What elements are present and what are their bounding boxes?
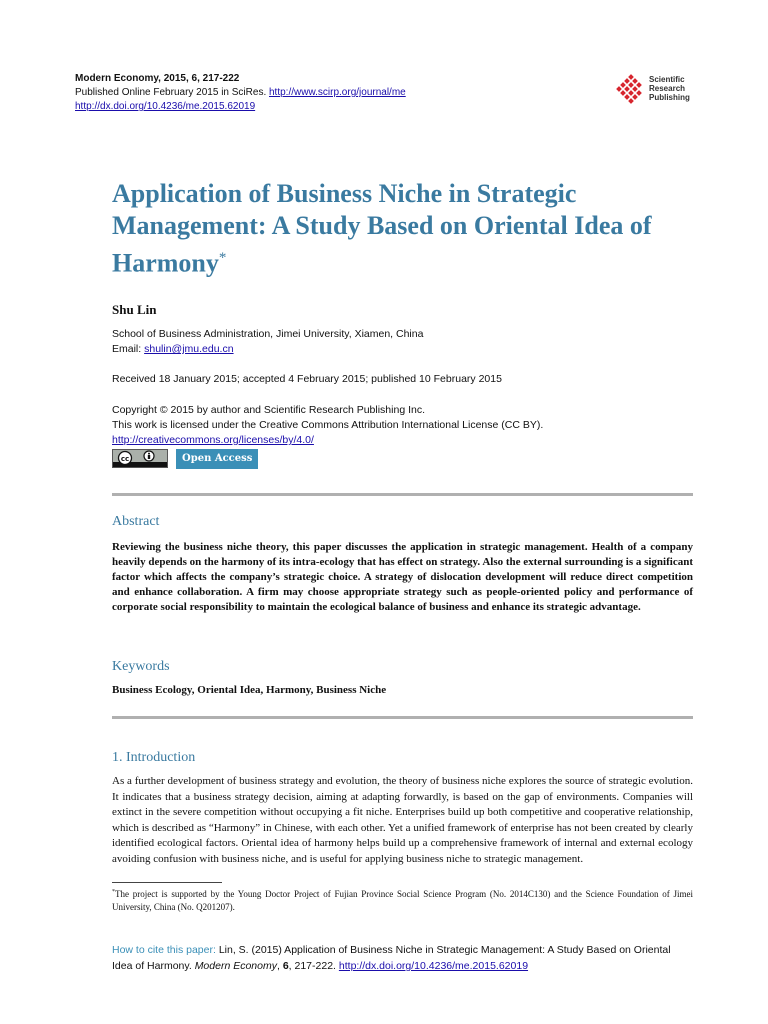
abstract-heading: Abstract: [112, 514, 160, 529]
email-label: Email:: [112, 343, 142, 355]
publisher-name-line: Research: [649, 84, 686, 93]
publication-line: [75, 86, 406, 100]
citation-text: Lin, S. (2015) Application of Business Niche in Strategic Management: A Study Based on Oriental Idea of Harmony.: [112, 944, 671, 972]
keywords-text: Business Ecology, Oriental Idea, Harmony, Business Niche: [112, 684, 387, 696]
license-statement: This work is licensed under the Creative Commons Attribution International License (CC BY).: [112, 419, 544, 431]
citation-label: How to cite this paper:: [112, 944, 216, 956]
author-affiliation-block: [112, 327, 423, 357]
cc-by-badge[interactable]: [112, 449, 168, 468]
footnote-text: The project is supported by the Young Doctor Project of Fujian Province Social Science Program (No. 2014C130) and the Science Foundation of Jimei University, China (No. Q201207).: [112, 889, 693, 912]
abstract-text: Reviewing the business niche theory, this paper discusses the application in strategic management. Health of a company heavily depends on the harmony of its intra-ecology that has effect on strategy. Also the external surrounding is a significant factor which affects the company’s strategic choice. A strategy of dislocation development will reduce direct competition and enhance collaboration. A firm may choose appropriate strategy such as people-oriented policy and performance of corporate social responsibility to maintain the ecological balance of business and enhance its strategic advantage.: [112, 541, 693, 613]
copyright-block: [112, 403, 543, 448]
section-divider: [112, 716, 693, 719]
keywords-heading: Keywords: [112, 659, 170, 674]
introduction-heading: 1. Introduction: [112, 750, 196, 765]
citation-journal: Modern Economy: [194, 960, 277, 972]
footnote-mark: *: [112, 889, 115, 895]
affiliation: School of Business Administration, Jimei University, Xiamen, China: [112, 328, 424, 340]
publisher-name: [649, 75, 690, 102]
journal-url-link[interactable]: http://www.scirp.org/journal/me: [269, 87, 406, 98]
title-footnote-mark: *: [218, 250, 227, 266]
citation-pages: , 217-222.: [288, 960, 336, 972]
footnote-rule: [112, 882, 222, 883]
publisher-logo: [616, 70, 716, 110]
citation-doi-link[interactable]: http://dx.doi.org/10.4236/me.2015.62019: [338, 960, 529, 972]
how-to-cite: How to cite this paper: Lin, S. (2015) Application of Business Niche in Strategic Management: A Study Based on Oriental Idea of Harmony. Modern Economy, 6, 217-222. http://dx.doi.org/10.4236/me.2015.62019: [112, 944, 671, 972]
open-access-badge[interactable]: Open Access: [176, 449, 258, 469]
cc-by-icon: [113, 450, 167, 467]
publisher-diamond-icon: [616, 74, 646, 104]
journal-citation-line: Modern Economy, 2015, 6, 217-222: [75, 73, 240, 84]
section-divider: [112, 493, 693, 496]
copyright-line: Copyright © 2015 by author and Scientific Research Publishing Inc.: [112, 404, 425, 416]
publisher-name-line: Scientific: [649, 75, 685, 84]
introduction-text: As a further development of business strategy and evolution, the theory of business niche explores the source of strategic evolution. It indicates that a business strategy decision, aiming at adapting forwardly, is based on the gap of environments. Companies will extinct in the severe competition without occupying a fit niche. Enterprises build up both competitive and cooperative relationship, which is described as “Harmony” in Chinese, with each other. Yet a unified framework of enterprise has not been created by clearly identified ecological factors. Oriental idea of harmony helps build up a comprehensive framework of internal and external ecology avoiding confusion with business niche, and is useful for applying business niche to strategic management.: [112, 775, 693, 865]
footnote: [112, 886, 693, 914]
paper-title-text: Application of Business Niche in Strategic Management: A Study Based on Oriental Idea of Harmony: [112, 179, 652, 278]
email-line: [112, 342, 423, 357]
publication-info: Published Online February 2015 in SciRes.: [75, 87, 267, 98]
journal-header: [75, 72, 406, 114]
svg-text:cc: cc: [120, 455, 130, 463]
license-link[interactable]: http://creativecommons.org/licenses/by/4.0/: [112, 434, 314, 446]
citation-volume: 6: [282, 960, 289, 972]
email-link[interactable]: shulin@jmu.edu.cn: [144, 343, 234, 355]
doi-link[interactable]: http://dx.doi.org/10.4236/me.2015.62019: [75, 101, 256, 112]
publisher-name-line: Publishing: [649, 93, 690, 102]
paper-title: [112, 178, 692, 280]
author-name: Shu Lin: [112, 302, 157, 317]
publication-dates: Received 18 January 2015; accepted 4 February 2015; published 10 February 2015: [112, 373, 502, 385]
